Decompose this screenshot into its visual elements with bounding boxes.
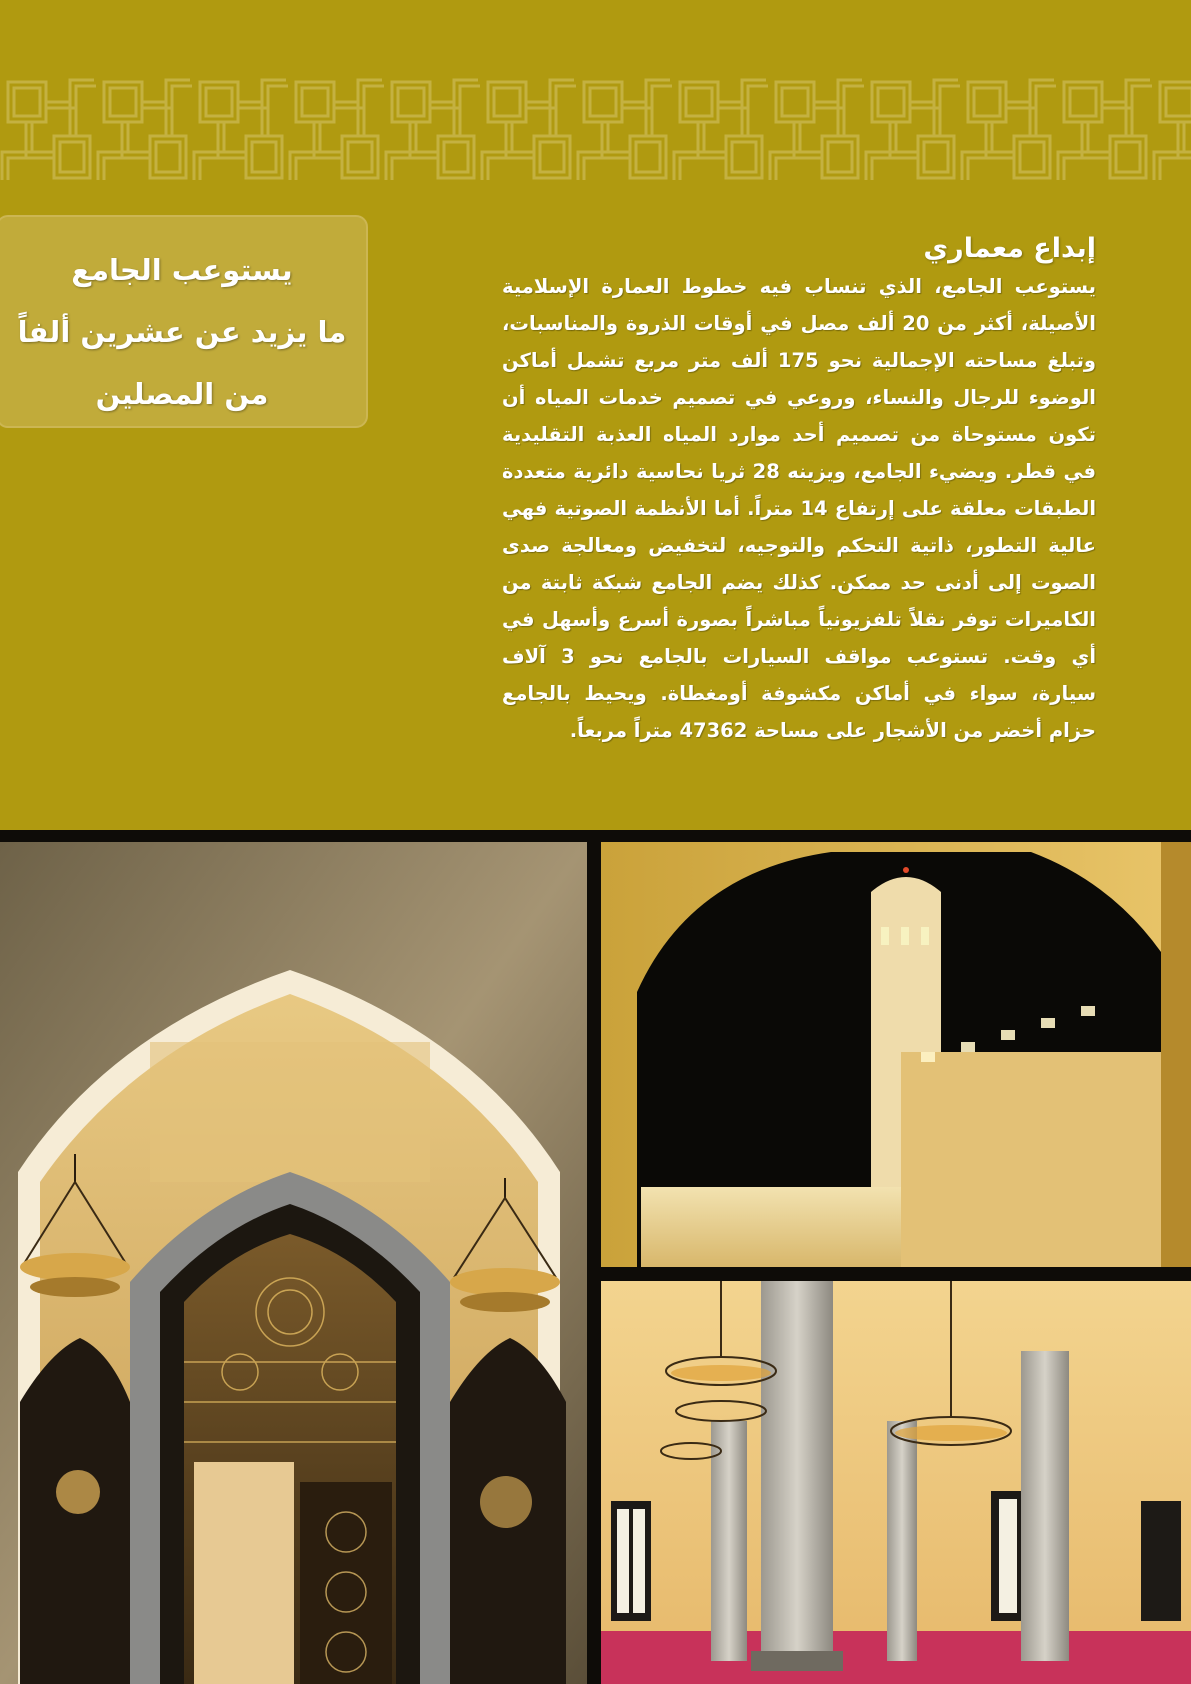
minaret-night-photo — [601, 842, 1191, 1267]
article-block — [502, 232, 1096, 749]
pull-quote-box — [0, 215, 368, 428]
article-heading: إبداع معماري — [923, 233, 1096, 264]
pull-quote-line-2: ما يزيد عن عشرين ألفاً — [17, 315, 347, 349]
pull-quote-line-3: من المصلين — [95, 377, 269, 411]
gold-header-section — [0, 0, 1191, 830]
section-divider — [0, 830, 1191, 842]
prayer-hall-photo — [601, 1281, 1191, 1684]
pull-quote-line-1: يستوعب الجامع — [71, 253, 293, 287]
article-body: يستوعب الجامع، الذي تنساب فيه خطوط العمارة الإسلامية الأصيلة، أكثر من 20 ألف مصل في أوقات الذروة والمناسبات، وتبلغ مساحته الإجمالية نحو 175 ألف متر مربع تشمل أماكن الوضوء للرجال والنساء، وروعي في تصميم خدمات المياه أن تكون مستوحاة من تصميم أحد موارد المياه العذبة التقليدية في قطر. ويضيء الجامع، ويزينه 28 ثريا نحاسية دائرية متعددة الطبقات معلقة على إرتفاع 14 متراً. أما الأنظمة الصوتية فهي عالية التطور، ذاتية التحكم والتوجيه، لتخفيض ومعالجة صدى الصوت إلى أدنى حد ممكن. كذلك يضم الجامع شبكة ثابتة من الكاميرات توفر نقلاً تلفزيونياً مباشراً بصورة أسرع وأسهل في أي وقت. تستوعب مواقف السيارات بالجامع نحو 3 آلاف سيارة، سواء في أماكن مكشوفة أومغطاة. ويحيط بالجامع حزام أخضر من الأشجار على مساحة 47362 متراً مربعاً. — [502, 275, 1097, 742]
decorative-knot-pattern — [0, 72, 1191, 190]
mosque-doorway-photo — [0, 842, 587, 1684]
